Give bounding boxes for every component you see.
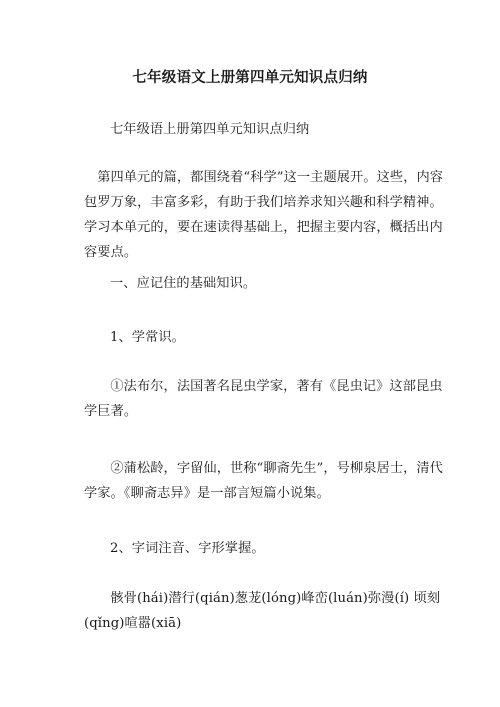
vocabulary-pronunciation-list: 骸骨(hái)潜行(qián)葱茏(lóng)峰峦(luán)弥漫(í) 顷刻(qǐng)喧嚣(xiā) (84, 591, 441, 631)
section-heading-basic-knowledge: 一、应记住的基础知识。 (110, 276, 257, 291)
item-fabre: ①法布尔，法国著名昆虫学家，著有《昆虫记》这部昆虫学巨著。 (84, 379, 443, 419)
intro-paragraph: 第四单元的篇，都围绕着“科学”这一主题展开。这些，内容包罗万象，丰富多彩，有助于我们培养求知兴趣和科学精神。学习本单元的，要在速读得基础上，把握主要内容，概括出内容要点。 (84, 170, 444, 260)
subsection-heading-vocabulary: 2、字词注音、字形掌握。 (110, 541, 265, 556)
subtitle-paragraph: 七年级语上册第四单元知识点归纳 (110, 122, 310, 137)
document-title: 七年级语文上册第四单元知识点归纳 (132, 69, 368, 86)
subsection-heading-literary-knowledge: 1、学常识。 (110, 330, 185, 345)
item-pu-songling: ②蒲松龄，字留仙，世称“聊斋先生”，号柳泉居士，清代学家。《聊斋志异》是一部言短篇小说集。 (84, 461, 443, 501)
